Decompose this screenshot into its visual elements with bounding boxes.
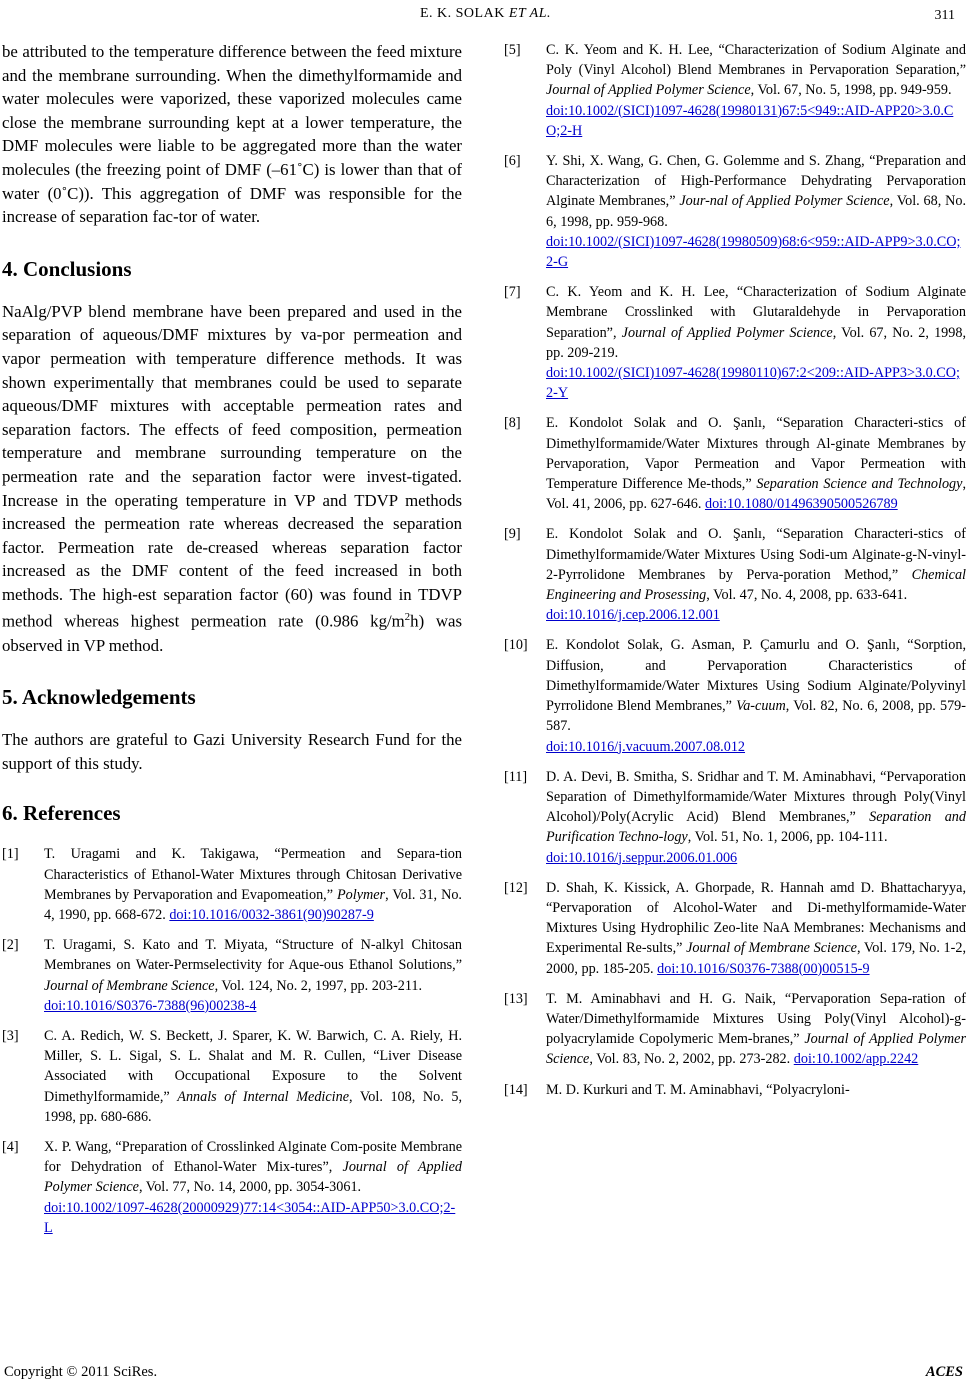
- reference-doi-link[interactable]: doi:10.1016/j.cep.2006.12.001: [546, 607, 720, 624]
- running-head-etal: ET AL.: [508, 6, 551, 21]
- reference-number: [5]: [504, 42, 521, 58]
- reference-number: [11]: [504, 768, 528, 785]
- reference-details: , Vol. 124, No. 2, 1997, pp. 203-211.: [214, 977, 423, 994]
- conclusions-text: NaAlg/PVP blend membrane have been prepared and used in the separation of aqueous/DMF mixtures by va-por permeation and vapor permeation with temperature difference methods. It was shown experimentally that membranes could be used to separate aqueous/DMF mixtures with acceptable permeation rates and separation factors. The effects of feed composition, permeation temperature and membrane surrounding temperature on the permeation rate and the separation factor were invest-tigated. Increase in the operating temperature in VP and TDVP methods increased the permeation rate whereas decreased the separation factor. Permeation rate de-creased whereas separation factor increased as the DMF content of the feed increased in both methods. The high-est separation factor (60) was found in TDVP method whereas highest permeation rate (0.986 kg/m: [2, 301, 462, 632]
- reference-details: , Vol. 67, No. 5, 1998, pp. 949-959.: [750, 82, 952, 99]
- reference-details: , Vol. 83, No. 2, 2002, pp. 273-282.: [589, 1051, 794, 1068]
- reference-doi-link[interactable]: doi:10.1016/S0376-7388(00)00515-9: [657, 960, 870, 977]
- reference-text: C. K. Yeom and K. H. Lee, “Characterization of Sodium Alginate Membrane Crosslinked with Glutaraldehyde in Pervaporation Separation”,: [546, 284, 966, 341]
- reference-text: D. Shah, K. Kissick, A. Ghorpade, R. Hannah amd D. Bhattacharyya, “Pervaporation of Alcohol-Water and Di-methylformamide-Water Mixtures Using Hydrophilic Zeo-lite NaA Membranes: Mechanisms and Experimental Re-sults,”: [546, 879, 966, 957]
- reference-number: [10]: [504, 637, 528, 654]
- reference-journal: Journal of Membrane Science: [686, 940, 857, 957]
- reference-doi-link[interactable]: doi:10.1002/(SICI)1097-4628(19980509)68:6<959::AID-APP9>3.0.CO;2-G: [546, 233, 961, 271]
- right-column: [504, 40, 966, 1110]
- reference-details: , Vol. 68, No. 6, 1998, pp. 959-968.: [546, 193, 966, 230]
- reference-number: [9]: [504, 526, 521, 543]
- reference-number: [4]: [2, 1139, 19, 1156]
- reference-details: , Vol. 179, No. 1-2, 2000, pp. 185-205.: [546, 940, 966, 977]
- reference-journal: Annals of Internal Medicine: [177, 1088, 349, 1105]
- reference-text: Y. Shi, X. Wang, G. Chen, G. Golemme and S. Zhang, “Preparation and Characterization of High-Performance Dehydrating Pervaporation Alginate Membranes,”: [546, 153, 966, 210]
- reference-doi-link[interactable]: doi:10.1016/S0376-7388(96)00238-4: [44, 997, 257, 1014]
- reference-doi-link[interactable]: doi:10.1016/j.seppur.2006.01.006: [546, 849, 738, 866]
- reference-details: , Vol. 51, No. 1, 2006, pp. 104-111.: [687, 829, 888, 846]
- reference-details: , Vol. 67, No. 2, 1998, pp. 209-219.: [546, 324, 966, 361]
- reference-journal: Journal of Applied Polymer Science: [44, 1159, 462, 1196]
- acknowledgements-paragraph: The authors are grateful to Gazi University Research Fund for the support of this study.: [2, 730, 462, 773]
- reference-journal: Va-cuum: [736, 698, 786, 715]
- reference-item: [504, 1080, 966, 1100]
- reference-number: [3]: [2, 1028, 19, 1045]
- reference-details: , Vol. 108, No. 5, 1998, pp. 680-686.: [44, 1088, 463, 1125]
- reference-text: T. M. Aminabhavi and H. G. Naik, “Pervaporation Sepa-ration of Water/Dimethylformamide Mixtures Using Poly(Vinyl Alcohol)-g-polyacrylamide Copolymeric Mem-branes,”: [546, 990, 966, 1048]
- reference-text: C. K. Yeom and K. H. Lee, “Characterization of Sodium Alginate and Poly (Vinyl Alcohol) Blend Membranes in Pervaporation Separation,”: [546, 42, 966, 79]
- reference-number: [14]: [504, 1081, 528, 1098]
- conclusions-superscript: 2: [404, 611, 411, 624]
- reference-journal: Journal of Membrane Science: [44, 977, 215, 994]
- reference-number: [6]: [504, 153, 521, 170]
- reference-doi-link[interactable]: doi:10.1002/(SICI)1097-4628(19980131)67:5<949::AID-APP20>3.0.CO;2-H: [546, 102, 954, 139]
- reference-item: [504, 989, 966, 1070]
- acknowledgements-heading: 5. Acknowledgements: [2, 685, 196, 710]
- conclusions-heading: 4. Conclusions: [2, 256, 132, 281]
- running-head: [0, 6, 971, 22]
- reference-journal: Chemical Engineering and Prosessing: [546, 566, 966, 604]
- reference-item: [2, 844, 462, 925]
- reference-journal: Separation and Purification Techno-logy: [546, 809, 966, 846]
- left-column: [2, 40, 462, 1248]
- references-list-left: [2, 844, 462, 1238]
- reference-journal: Jour-nal of Applied Polymer Science: [679, 193, 890, 210]
- reference-text: E. Kondolot Solak and O. Şanlı, “Separation Characteri-stics of Dimethylformamide/Water Mixtures through Al-ginate Membranes by Pervaporation, Vapor Permeation and Vapor Permeation with Temperature Difference Me-thods,”: [546, 415, 966, 493]
- reference-item: [2, 935, 462, 1016]
- running-head-authors: E. K. SOLAK: [419, 6, 505, 21]
- reference-item: [504, 282, 966, 403]
- reference-journal: Journal of Applied Polymer Science: [621, 324, 833, 341]
- reference-item: [504, 151, 966, 272]
- reference-doi-link[interactable]: doi:10.1080/01496390500526789: [704, 496, 898, 513]
- reference-doi-link[interactable]: doi:10.1002/1097-4628(20000929)77:14<3054::AID-APP50>3.0.CO;2-L: [44, 1199, 456, 1236]
- reference-item: [2, 1026, 462, 1127]
- references-list-right: [504, 40, 966, 1100]
- reference-text: D. A. Devi, B. Smitha, S. Sridhar and T. M. Aminabhavi, “Pervaporation Separation of Dimethylformamide/Water Mixtures through Poly(Vinyl Alcohol)/Poly(Acrylic Acid) Blend Membranes,”: [546, 768, 966, 826]
- footer-journal: ACES: [925, 1364, 963, 1380]
- references-heading: 6. References: [2, 801, 121, 826]
- reference-doi-link[interactable]: doi:10.1002/(SICI)1097-4628(19980110)67:2<209::AID-APP3>3.0.CO;2-Y: [546, 365, 960, 402]
- reference-doi-link[interactable]: doi:10.1016/j.vacuum.2007.08.012: [546, 738, 746, 755]
- reference-number: [7]: [504, 284, 521, 301]
- reference-details: , Vol. 31, No. 4, 1990, pp. 668-672.: [44, 886, 462, 924]
- reference-text: X. P. Wang, “Preparation of Crosslinked Alginate Com-posite Membrane for Dehydration of Ethanol-Water Mix-tures”,: [44, 1139, 462, 1176]
- reference-number: [13]: [504, 990, 528, 1007]
- reference-item: [504, 413, 966, 514]
- reference-doi-link[interactable]: doi:10.1002/app.2242: [793, 1051, 919, 1068]
- reference-journal: Separation Science and Technology: [756, 476, 963, 493]
- page-number: 311: [934, 8, 955, 23]
- reference-details: , Vol. 82, No. 6, 2008, pp. 579-587.: [546, 698, 966, 735]
- conclusions-paragraph: [2, 300, 462, 658]
- reference-text: C. A. Redich, W. S. Beckett, J. Sparer, K. W. Barwich, C. A. Riely, H. Miller, S. L. Sigal, S. L. Shalat and M. R. Cullen, “Liver Disease Associated with Occupational Exposure to the Solvent Dimethylformamide,”: [44, 1028, 462, 1105]
- reference-details: , Vol. 77, No. 14, 2000, pp. 3054-3061.: [138, 1179, 362, 1196]
- conclusions-tail: h) was observed in VP method.: [2, 612, 462, 655]
- reference-doi-link[interactable]: doi:10.1016/0032-3861(90)90287-9: [169, 907, 374, 924]
- reference-text: T. Uragami and K. Takigawa, “Permeation and Separa-tion Characteristics of Ethanol-Water Mixtures through Chitosan Derivative Membranes by Pervaporation and Evapomeation,”: [44, 846, 462, 903]
- intro-paragraph: be attributed to the temperature difference between the feed mixture and the membrane surrounding. When the dimethylformamide and water molecules were vaporized, these vaporized molecules came close the membrane surrounding kept at a lower temperature, the DMF molecules were liable to be aggregated more than the water molecules (the freezing point of DMF (–61˚C) is lower than that of water (0˚C)). This aggregation of DMF was responsible for the increase of separation fac-tor of water.: [2, 42, 462, 227]
- reference-journal: Journal of Applied Polymer Science: [546, 82, 751, 99]
- reference-journal: Polymer: [337, 886, 386, 903]
- reference-item: [504, 524, 966, 625]
- reference-details: , Vol. 41, 2006, pp. 627-646.: [546, 476, 966, 513]
- reference-details: , Vol. 47, No. 4, 2008, pp. 633-641.: [706, 587, 908, 604]
- reference-number: [12]: [504, 879, 528, 896]
- reference-number: [2]: [2, 937, 19, 954]
- reference-number: [1]: [2, 846, 19, 863]
- reference-item: [504, 635, 966, 756]
- reference-item: [504, 878, 966, 979]
- reference-item: [504, 40, 966, 141]
- reference-item: [2, 1137, 462, 1238]
- reference-text: T. Uragami, S. Kato and T. Miyata, “Structure of N-alkyl Chitosan Membranes on Water-Permselectivity for Aque-ous Ethanol Solutions,”: [44, 937, 462, 974]
- reference-text: E. Kondolot Solak and O. Şanlı, “Separation Characteri-stics of Dimethylformamide/Water Mixtures Using Sodi-um Alginate-g-N-vinyl-2-Pyrrolidone Membranes by Perva-poration Method,”: [546, 526, 966, 583]
- reference-text: E. Kondolot Solak, G. Asman, P. Çamurlu and O. Şanlı, “Sorption, Diffusion, and Pervaporation Characteristics of Dimethylformamide/Water Mixtures Using Sodium Alginate/Polyvinyl Pyrrolidone Blend Membranes,”: [546, 637, 966, 715]
- reference-item: [504, 767, 966, 868]
- reference-journal: Journal of Applied Polymer Science: [546, 1031, 966, 1068]
- reference-text: M. D. Kurkuri and T. M. Aminabhavi, “Polyacryloni-: [546, 1081, 850, 1098]
- reference-number: [8]: [504, 415, 521, 432]
- footer-copyright: Copyright © 2011 SciRes.: [4, 1364, 158, 1380]
